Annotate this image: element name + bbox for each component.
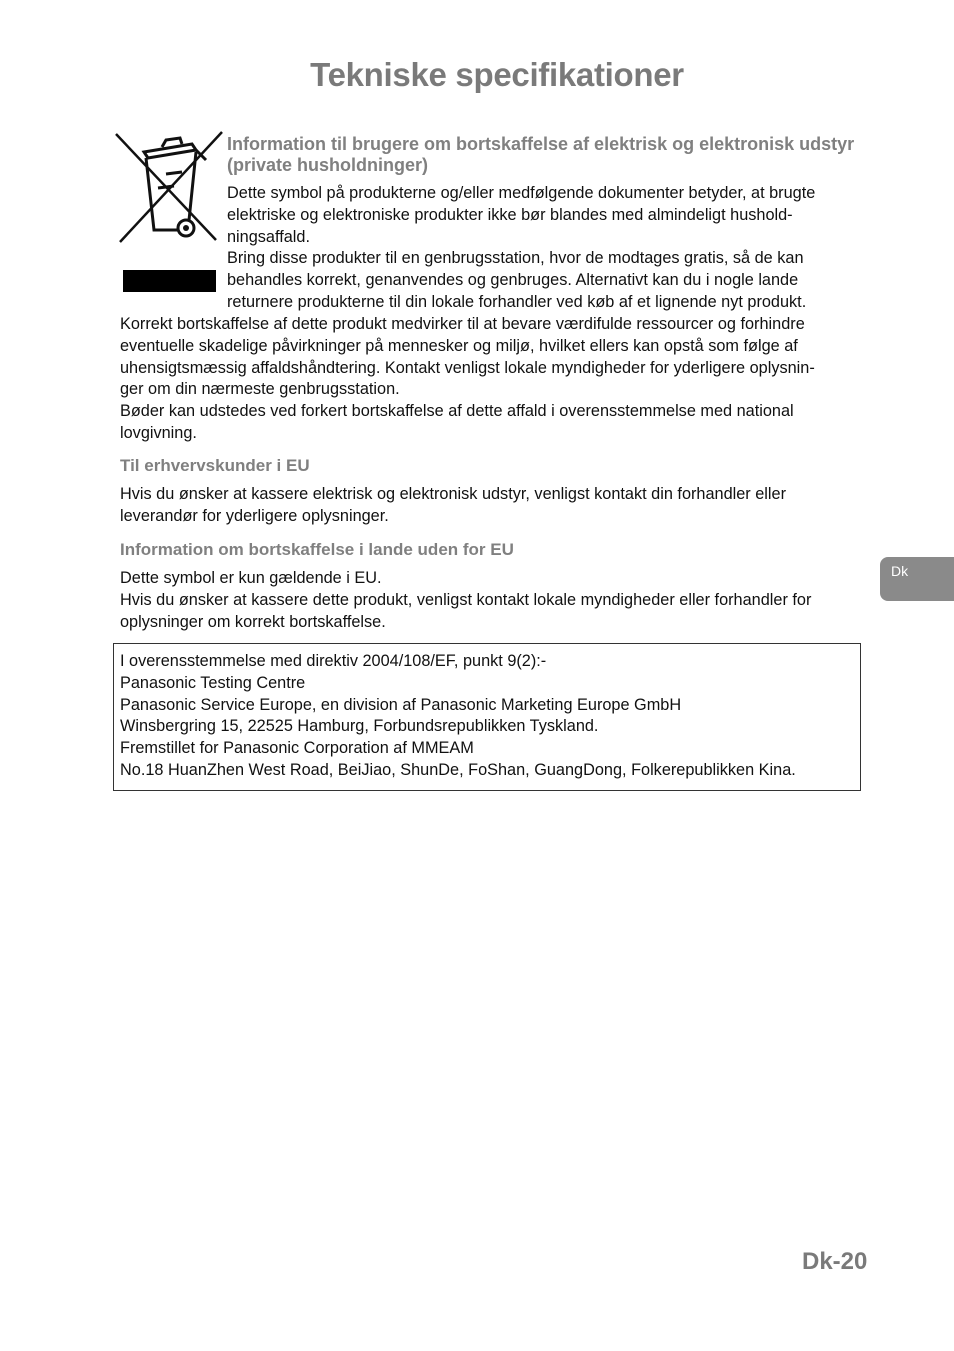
text-line: lovgivning. bbox=[120, 423, 197, 442]
text-line: Dette symbol er kun gældende i EU. bbox=[120, 569, 382, 587]
section-heading-private: Information til brugere om bortskaffelse af elektrisk og elektronisk udstyr (private husholdninger) bbox=[227, 134, 855, 175]
private-disposal-text bbox=[227, 183, 867, 314]
business-disposal-text bbox=[120, 484, 868, 528]
text-line: Bring disse produkter til en genbrugsstation, hvor de modtages gratis, så de kan bbox=[227, 249, 804, 268]
text-line: I overensstemmelse med direktiv 2004/108/EF, punkt 9(2):- bbox=[120, 652, 547, 670]
text-line: Bøder kan udstedes ved forkert bortskaffelse af dette affald i overensstemmelse med national bbox=[120, 402, 794, 421]
text-line: No.18 HuanZhen West Road, BeiJiao, ShunDe, FoShan, GuangDong, Folkerepublikken Kina. bbox=[120, 760, 796, 779]
text-line: Dette symbol på produkterne og/eller medfølgende dokumenter betyder, at brugte bbox=[227, 184, 816, 202]
text-line: eventuelle skadelige påvirkninger på mennesker og miljø, hvilket ellers kan opstå som følge af bbox=[120, 336, 798, 355]
text-line: Fremstillet for Panasonic Corporation af MMEAM bbox=[120, 739, 474, 758]
text-line: elektriske og elektroniske produkter ikke bør blandes med almindeligt hushold- bbox=[227, 205, 793, 224]
text-line: Winsbergring 15, 22525 Hamburg, Forbundsrepublikken Tyskland. bbox=[120, 717, 599, 736]
page-title: Tekniske specifikationer bbox=[310, 56, 684, 93]
non-eu-disposal-text bbox=[120, 568, 868, 633]
section-heading-non-eu: Information om bortskaffelse i lande uden for EU bbox=[120, 540, 514, 559]
text-line: Hvis du ønsker at kassere dette produkt, venligst kontakt lokale myndigheder eller forhandler for bbox=[120, 590, 812, 609]
text-line: returnere produkterne til din lokale forhandler ved køb af et lignende nyt produkt. bbox=[227, 292, 807, 311]
text-line: leverandør for yderligere oplysninger. bbox=[120, 506, 389, 525]
text-line: ningsaffald. bbox=[227, 227, 310, 246]
text-line: behandles korrekt, genanvendes og genbruges. Alternativt kan du i nogle lande bbox=[227, 271, 799, 290]
text-line: Panasonic Service Europe, en division af Panasonic Marketing Europe GmbH bbox=[120, 695, 682, 714]
language-section-tab bbox=[880, 557, 954, 601]
text-line: Hvis du ønsker at kassere elektrisk og elektronisk udstyr, venligst kontakt din forhandler eller bbox=[120, 485, 787, 503]
crossed-out-wheelie-bin-icon bbox=[114, 130, 226, 294]
disposal-benefits-text bbox=[120, 314, 868, 445]
text-line: uhensigtsmæssig affaldshåndtering. Kontakt venligst lokale myndigheder for yderligere oplysnin- bbox=[120, 358, 815, 377]
section-heading-business: Til erhvervskunder i EU bbox=[120, 456, 310, 475]
section-tab-label: Dk bbox=[891, 563, 909, 579]
text-line: Korrekt bortskaffelse af dette produkt medvirker til at bevare værdifulde ressourcer og forhindre bbox=[120, 315, 805, 333]
compliance-box bbox=[113, 643, 861, 791]
text-line: ger om din nærmeste genbrugsstation. bbox=[120, 380, 400, 399]
text-line: Panasonic Testing Centre bbox=[120, 673, 306, 692]
page-number: Dk-20 bbox=[802, 1248, 868, 1275]
text-line: oplysninger om korrekt bortskaffelse. bbox=[120, 612, 386, 631]
